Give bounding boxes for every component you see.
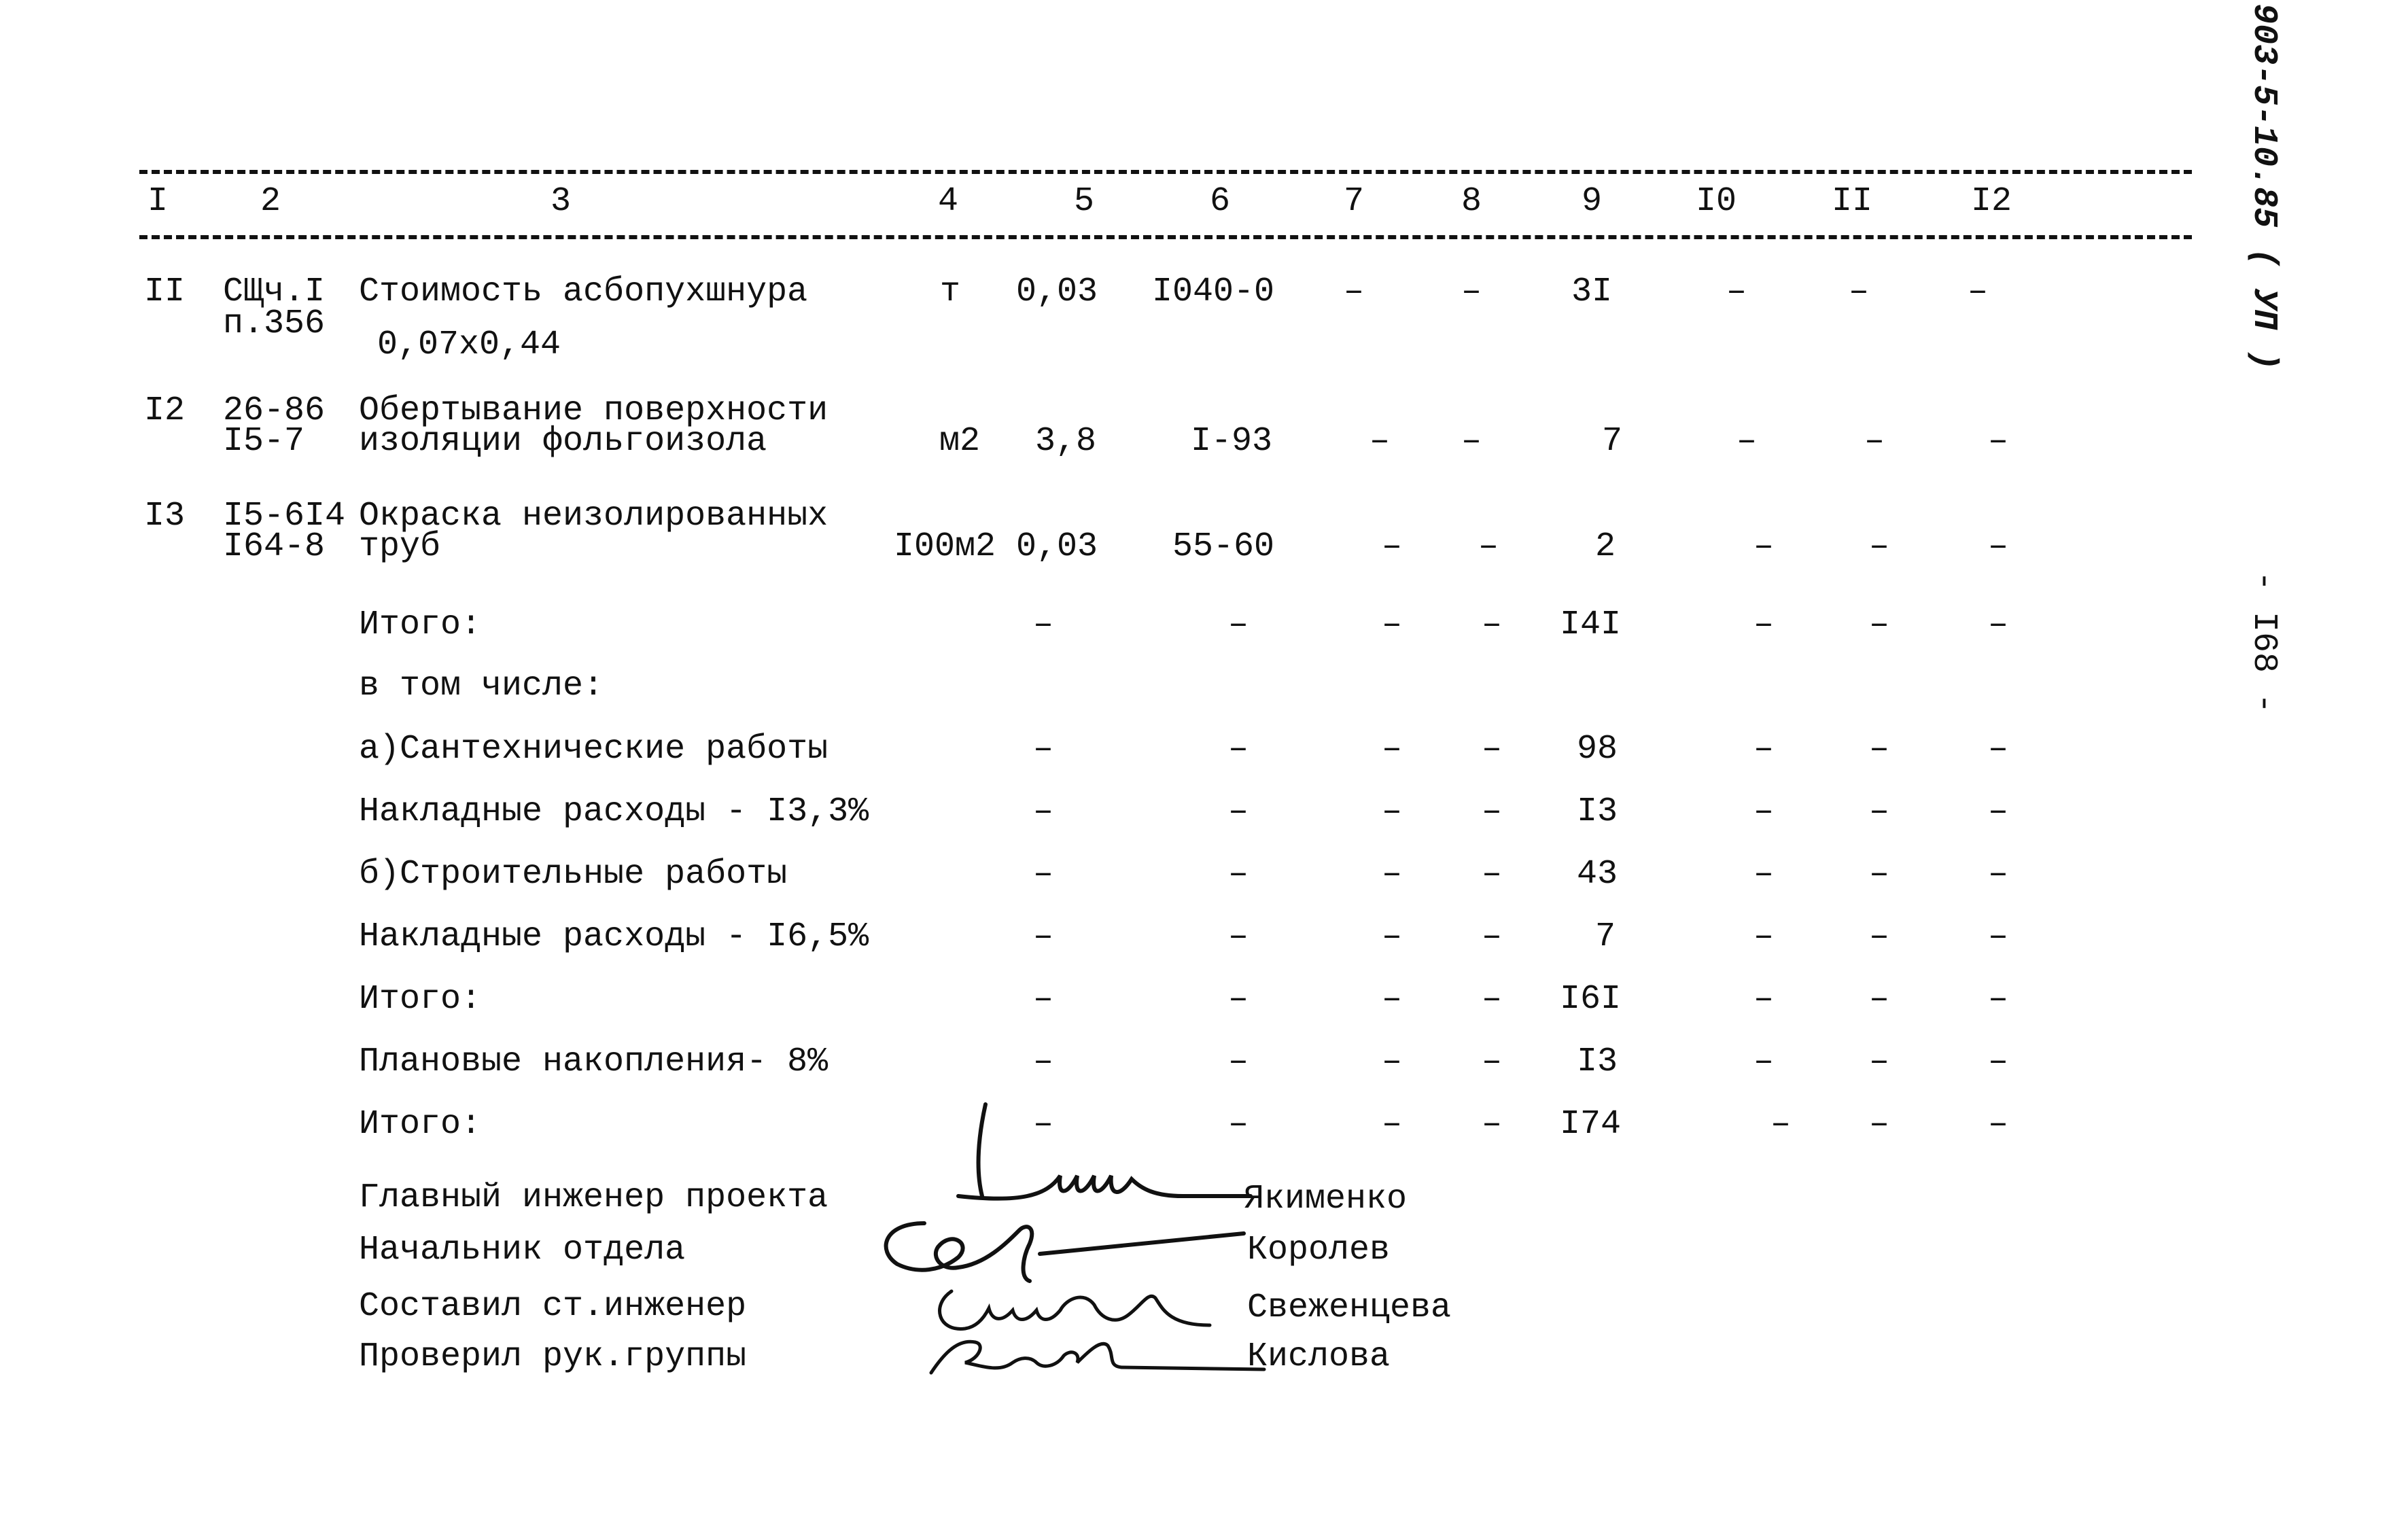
signature-name: Королев <box>1247 1231 1391 1269</box>
row-description-line1: Обертывание поверхности <box>359 391 828 430</box>
summary-col7: – <box>1381 792 1403 831</box>
document-code-stamp: 903-5-10.85 ( УП ) <box>2244 3 2283 371</box>
summary-col5: – <box>1032 855 1054 894</box>
summary-col9: I3 <box>1576 1042 1618 1081</box>
row-code-line2: п.356 <box>223 304 326 343</box>
row-quantity: 0,03 <box>1015 273 1098 311</box>
summary-col12: – <box>1987 1105 2009 1144</box>
summary-col7: – <box>1381 917 1403 956</box>
summary-col9: I74 <box>1559 1105 1622 1144</box>
row-description-line2: труб <box>359 527 441 566</box>
col-header-7: 7 <box>1343 182 1365 221</box>
row-col12: – <box>1987 422 2009 461</box>
summary-col7: – <box>1381 855 1403 894</box>
handwritten-signature-chief-engineer <box>938 1094 1278 1230</box>
signature-name: Якименко <box>1244 1180 1408 1219</box>
row-col12: – <box>1967 273 1989 311</box>
summary-label: Итого: <box>359 980 482 1019</box>
row-col10: – <box>1753 527 1775 566</box>
summary-col6: – <box>1227 1042 1249 1081</box>
summary-col9: 7 <box>1594 917 1616 956</box>
row-col11: – <box>1848 273 1870 311</box>
summary-label: Итого: <box>359 606 482 644</box>
summary-col10: – <box>1753 1042 1775 1081</box>
summary-col5: – <box>1032 606 1054 644</box>
summary-col7: – <box>1381 980 1403 1019</box>
col-header-6: 6 <box>1209 182 1231 221</box>
signature-role: Составил ст.инженер <box>359 1287 747 1326</box>
summary-col10: – <box>1753 792 1775 831</box>
summary-col8: – <box>1481 606 1503 644</box>
summary-col12: – <box>1987 606 2009 644</box>
summary-col11: – <box>1868 855 1890 894</box>
header-top-rule <box>139 170 2192 174</box>
row-number: I2 <box>144 391 186 430</box>
row-code-line1: 26-86 <box>223 391 326 430</box>
summary-col6: – <box>1227 730 1249 769</box>
summary-col5: – <box>1032 792 1054 831</box>
row-col9: 3I <box>1571 273 1613 311</box>
summary-col12: – <box>1987 917 2009 956</box>
summary-col6: – <box>1227 606 1249 644</box>
col-header-12: I2 <box>1970 182 2012 221</box>
summary-col11: – <box>1868 980 1890 1019</box>
row-unit: м2 <box>939 422 981 461</box>
col-header-8: 8 <box>1461 182 1482 221</box>
summary-col9: I6I <box>1559 980 1622 1019</box>
summary-col6: – <box>1227 792 1249 831</box>
summary-col9: I4I <box>1559 606 1622 644</box>
summary-col12: – <box>1987 730 2009 769</box>
row-col8: – <box>1461 422 1482 461</box>
summary-col10: – <box>1753 917 1775 956</box>
summary-col10: – <box>1753 730 1775 769</box>
row-col10: – <box>1736 422 1758 461</box>
summary-col8: – <box>1481 730 1503 769</box>
summary-col8: – <box>1481 1042 1503 1081</box>
summary-label: в том числе: <box>359 667 604 705</box>
summary-col12: – <box>1987 980 2009 1019</box>
page-number: - I68 - <box>2244 571 2283 714</box>
col-header-9: 9 <box>1581 182 1603 221</box>
summary-col5: – <box>1032 1105 1054 1144</box>
signature-name: Свеженцева <box>1247 1289 1452 1327</box>
row-col12: – <box>1987 527 2009 566</box>
summary-col5: – <box>1032 730 1054 769</box>
summary-col5: – <box>1032 980 1054 1019</box>
row-description-line1: Стоимость асбопухшнура <box>359 273 808 311</box>
row-unit: I00м2 <box>893 527 996 566</box>
summary-col11: – <box>1868 792 1890 831</box>
summary-col6: – <box>1227 855 1249 894</box>
summary-col5: – <box>1032 1042 1054 1081</box>
row-code-line2: I5-7 <box>223 422 305 461</box>
signature-role: Главный инженер проекта <box>359 1178 828 1217</box>
summary-col11: – <box>1868 917 1890 956</box>
col-header-1: I <box>147 182 169 221</box>
row-col7: – <box>1369 422 1391 461</box>
summary-col7: – <box>1381 730 1403 769</box>
header-bottom-rule <box>139 235 2192 239</box>
summary-col10: – <box>1753 980 1775 1019</box>
summary-col9: 43 <box>1576 855 1618 894</box>
row-col10: – <box>1726 273 1747 311</box>
summary-col8: – <box>1481 1105 1503 1144</box>
row-code-line2: I64-8 <box>223 527 326 566</box>
summary-col8: – <box>1481 792 1503 831</box>
handwritten-signature-group-head <box>918 1325 1271 1393</box>
col-header-11: II <box>1831 182 1873 221</box>
summary-col11: – <box>1868 1105 1890 1144</box>
row-description-line1: Окраска неизолированных <box>359 497 828 536</box>
summary-col6: – <box>1227 917 1249 956</box>
row-unit-price: 55-60 <box>1172 527 1275 566</box>
summary-label: Накладные расходы - I6,5% <box>359 917 869 956</box>
signature-role: Начальник отдела <box>359 1231 686 1269</box>
row-unit-price: I-93 <box>1190 422 1273 461</box>
summary-col10: – <box>1753 855 1775 894</box>
row-quantity: 3,8 <box>1034 422 1097 461</box>
summary-col7: – <box>1381 606 1403 644</box>
col-header-4: 4 <box>937 182 959 221</box>
signature-role: Проверил рук.группы <box>359 1337 747 1376</box>
row-description-line2: 0,07x0,44 <box>377 326 561 364</box>
summary-label: Накладные расходы - I3,3% <box>359 792 869 831</box>
row-unit-price: I040-0 <box>1151 273 1275 311</box>
col-header-5: 5 <box>1073 182 1095 221</box>
row-col8: – <box>1461 273 1482 311</box>
summary-label: Итого: <box>359 1105 482 1144</box>
summary-col7: – <box>1381 1042 1403 1081</box>
summary-col11: – <box>1868 1042 1890 1081</box>
summary-col8: – <box>1481 980 1503 1019</box>
row-col8: – <box>1478 527 1499 566</box>
row-quantity: 0,03 <box>1015 527 1098 566</box>
row-description-line2: изоляции фольгоизола <box>359 422 767 461</box>
col-header-2: 2 <box>260 182 281 221</box>
summary-col6: – <box>1227 980 1249 1019</box>
col-header-3: 3 <box>550 182 572 221</box>
summary-col8: – <box>1481 855 1503 894</box>
signature-name: Кислова <box>1247 1337 1391 1376</box>
summary-label: б)Строительные работы <box>359 855 788 894</box>
summary-col12: – <box>1987 792 2009 831</box>
summary-col12: – <box>1987 855 2009 894</box>
summary-col9: I3 <box>1576 792 1618 831</box>
summary-col7: – <box>1381 1105 1403 1144</box>
row-code-line1: I5-6I4 <box>223 497 346 536</box>
summary-col11: – <box>1868 730 1890 769</box>
row-col11: – <box>1864 422 1885 461</box>
summary-col11: – <box>1868 606 1890 644</box>
row-number: II <box>144 273 186 311</box>
row-col11: – <box>1868 527 1890 566</box>
summary-col10: – <box>1770 1105 1792 1144</box>
summary-col12: – <box>1987 1042 2009 1081</box>
row-col7: – <box>1381 527 1403 566</box>
row-unit: т <box>939 273 961 311</box>
summary-col8: – <box>1481 917 1503 956</box>
row-col9: 7 <box>1601 422 1623 461</box>
summary-col9: 98 <box>1576 730 1618 769</box>
col-header-10: I0 <box>1695 182 1737 221</box>
summary-col10: – <box>1753 606 1775 644</box>
row-number: I3 <box>144 497 186 536</box>
summary-col5: – <box>1032 917 1054 956</box>
row-col7: – <box>1343 273 1365 311</box>
row-col9: 2 <box>1594 527 1616 566</box>
summary-label: Плановые накопления- 8% <box>359 1042 828 1081</box>
row-code-line1: СЩч.I <box>223 273 326 311</box>
summary-label: а)Сантехнические работы <box>359 730 828 769</box>
summary-col6: – <box>1227 1105 1249 1144</box>
